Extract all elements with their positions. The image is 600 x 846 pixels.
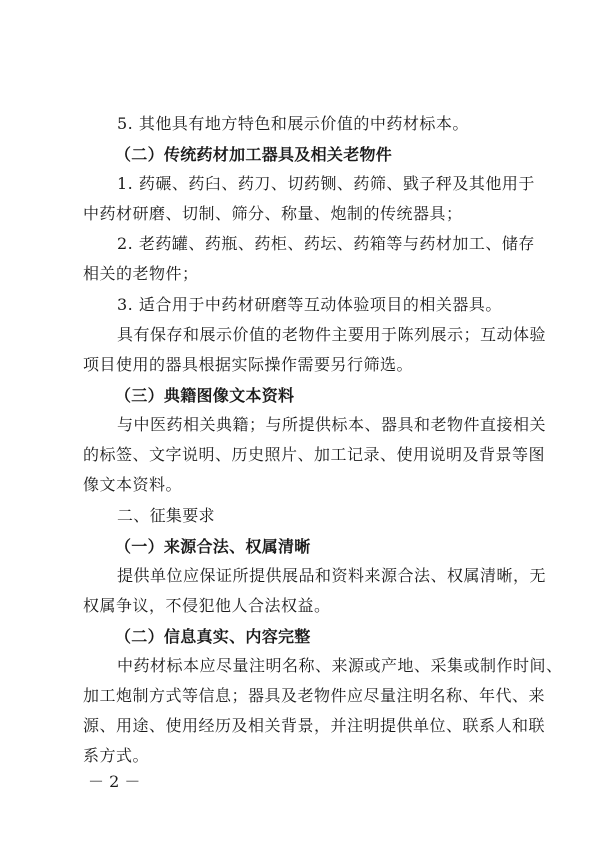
paragraph-line-11: 系方式。 bbox=[83, 746, 150, 765]
paragraph-line-9: 加工炮制方式等信息；器具及老物件应尽量注明名称、年代、来 bbox=[83, 686, 546, 705]
section-heading-3: （三）典籍图像文本资料 bbox=[115, 386, 295, 405]
paragraph-line-5: 像文本资料。 bbox=[83, 475, 183, 494]
item-1-line-1: 1. 药碾、药臼、药刀、切药铡、药筛、戥子秤及其他用于 bbox=[117, 174, 535, 193]
page-number: － 2 － bbox=[88, 772, 141, 791]
item-5-line: 5. 其他具有地方特色和展示价值的中药材标本。 bbox=[117, 114, 469, 133]
paragraph-line-10: 源、用途、使用经历及相关背景，并注明提供单位、联系人和联 bbox=[83, 716, 546, 735]
paragraph-line-3: 与中医药相关典籍；与所提供标本、器具和老物件直接相关 bbox=[117, 415, 547, 434]
item-1-line-2: 中药材研磨、切制、筛分、称量、炮制的传统器具； bbox=[83, 204, 463, 223]
paragraph-line-8: 中药材标本应尽量注明名称、来源或产地、采集或制作时间、 bbox=[117, 656, 563, 675]
subsection-heading-2: （二）信息真实、内容完整 bbox=[115, 627, 311, 646]
item-3-line: 3. 适合用于中药材研磨等互动体验项目的相关器具。 bbox=[117, 295, 502, 314]
subsection-heading-1: （一）来源合法、权属清晰 bbox=[115, 537, 311, 556]
paragraph-line-4: 的标签、文字说明、历史照片、加工记录、使用说明及背景等图 bbox=[83, 445, 546, 464]
section-heading-2: （二）传统药材加工器具及相关老物件 bbox=[115, 145, 393, 164]
paragraph-line-6: 提供单位应保证所提供展品和资料来源合法、权属清晰，无 bbox=[117, 566, 547, 585]
item-2-line-2: 相关的老物件； bbox=[83, 264, 199, 283]
paragraph-line-7: 权属争议，不侵犯他人合法权益。 bbox=[83, 596, 331, 615]
paragraph-line-2: 项目使用的器具根据实际操作需要另行筛选。 bbox=[83, 355, 414, 374]
item-2-line-1: 2. 老药罐、药瓶、药柜、药坛、药箱等与药材加工、储存 bbox=[117, 234, 535, 253]
chapter-heading-2: 二、征集要求 bbox=[117, 506, 215, 525]
paragraph-line-1: 具有保存和展示价值的老物件主要用于陈列展示；互动体验 bbox=[117, 325, 547, 344]
